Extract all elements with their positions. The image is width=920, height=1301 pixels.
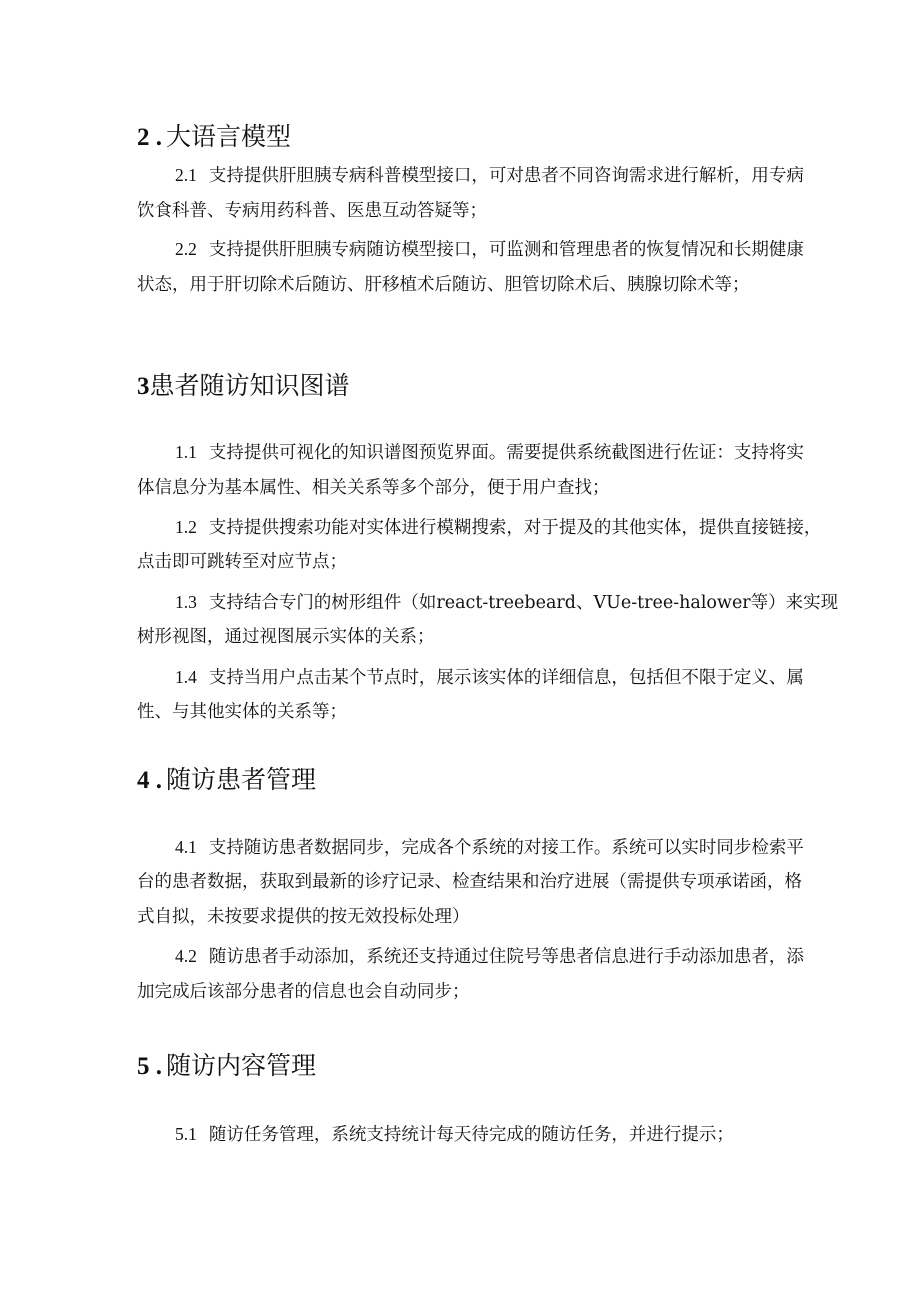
paragraph-line	[175, 590, 839, 615]
paragraph-line: 树形视图，通过视图展示实体的关系；	[137, 627, 435, 647]
paragraph-line	[175, 1122, 783, 1147]
item-number: 5.1	[175, 1124, 197, 1144]
paragraph-line: 台的患者数据，获取到最新的诊疗记录、检查结果和治疗进展（需提供专项承诺函，格	[137, 872, 802, 892]
item-number: 1.1	[175, 442, 197, 462]
section-title: 大语言模型	[166, 122, 292, 151]
line-text: 随访患者手动添加，系统还支持通过住院号等患者信息进行手动添加患者，添	[208, 947, 804, 967]
line-text: 支持结合专门的树形组件（如react-treebeard、VUe-tree-halower等）来实现	[208, 593, 839, 613]
line-text: 随访任务管理，系统支持统计每天待完成的随访任务，并进行提示；	[208, 1125, 734, 1145]
section-number: 3	[137, 373, 150, 400]
section-heading	[137, 371, 350, 402]
paragraph-line: 点击即可跳转至对应节点；	[137, 552, 347, 572]
line-text: 支持提供肝胆胰专病随访模型接口，可监测和管理患者的恢复情况和长期健康	[208, 240, 804, 260]
item-number: 4.1	[175, 837, 197, 857]
section-number: 4 .	[137, 767, 162, 794]
item-number: 4.2	[175, 946, 197, 966]
item-number: 1.4	[175, 667, 197, 687]
paragraph-line	[175, 163, 804, 188]
line-text: 支持提供可视化的知识谱图预览界面。需要提供系统截图进行佐证：支持将实	[208, 443, 804, 463]
item-number: 2.2	[175, 239, 197, 259]
paragraph-line	[175, 237, 804, 262]
line-text: 支持当用户点击某个节点时，展示该实体的详细信息，包括但不限于定义、属	[208, 668, 804, 688]
paragraph-line: 加完成后该部分患者的信息也会自动同步；	[137, 982, 470, 1002]
section-title: 患者随访知识图谱	[149, 371, 350, 400]
paragraph-line	[175, 944, 804, 969]
section-title: 随访患者管理	[166, 765, 317, 794]
paragraph-line: 状态，用于肝切除术后随访、肝移植术后随访、胆管切除术后、胰腺切除术等；	[137, 275, 750, 295]
line-text: 支持提供肝胆胰专病科普模型接口，可对患者不同咨询需求进行解析，用专病	[208, 166, 804, 186]
paragraph-line: 饮食科普、专病用药科普、医患互动答疑等；	[137, 201, 487, 221]
paragraph-line: 式自拟，未按要求提供的按无效投标处理）	[137, 907, 470, 927]
item-number: 2.1	[175, 165, 197, 185]
section-heading	[137, 765, 316, 796]
section-heading	[137, 1051, 316, 1082]
paragraph-line: 体信息分为基本属性、相关关系等多个部分，便于用户查找；	[137, 478, 610, 498]
item-number: 1.3	[175, 592, 197, 612]
section-number: 5 .	[137, 1053, 162, 1080]
paragraph-line: 性、与其他实体的关系等；	[137, 702, 347, 722]
section-number: 2 .	[137, 124, 162, 151]
paragraph-line	[175, 835, 804, 860]
item-number: 1.2	[175, 517, 197, 537]
paragraph-line	[175, 665, 804, 690]
line-text: 支持提供搜索功能对实体进行模糊搜索，对于提及的其他实体，提供直接链接，	[208, 518, 822, 538]
section-heading	[137, 122, 291, 153]
section-title: 随访内容管理	[166, 1051, 317, 1080]
paragraph-line	[175, 440, 804, 465]
paragraph-line	[175, 515, 822, 540]
line-text: 支持随访患者数据同步，完成各个系统的对接工作。系统可以实时同步检索平	[208, 838, 804, 858]
